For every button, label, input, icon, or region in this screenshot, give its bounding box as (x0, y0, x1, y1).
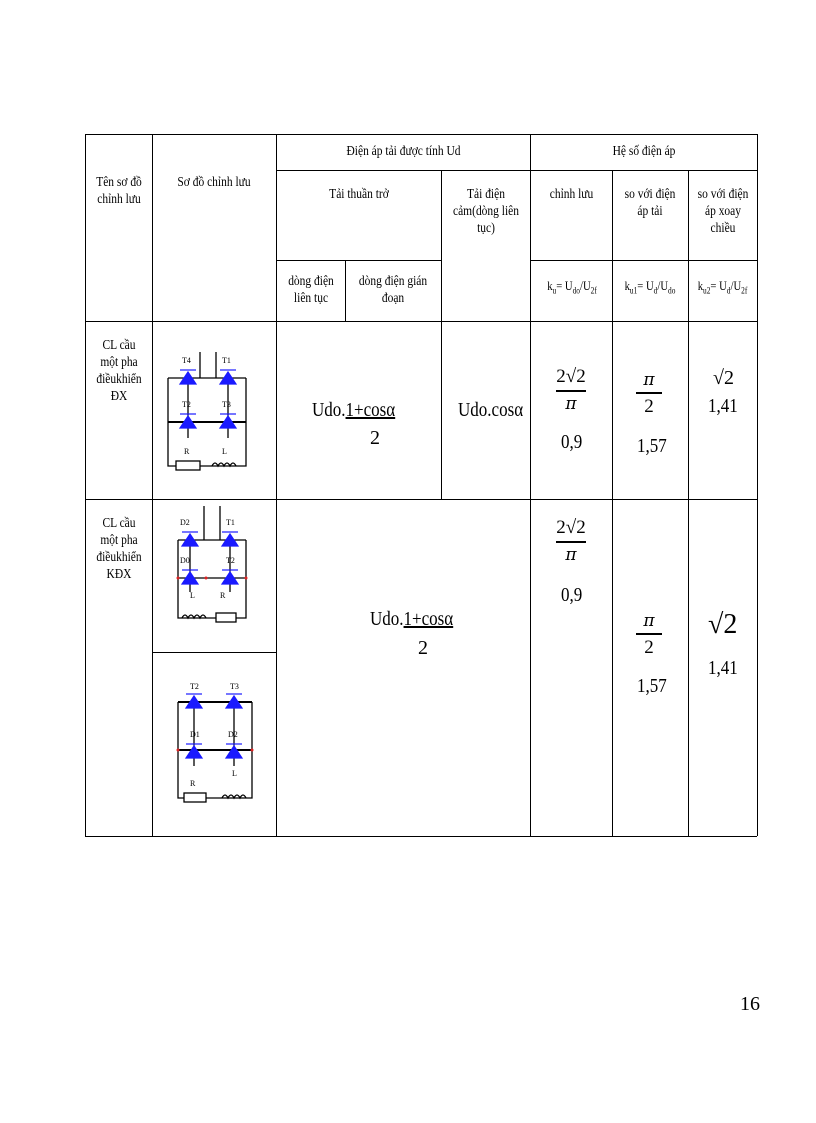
svg-text:T1: T1 (226, 518, 235, 527)
svg-text:R: R (220, 591, 226, 600)
svg-text:D2: D2 (228, 730, 238, 739)
svg-text:T2: T2 (226, 556, 235, 565)
row2-ku-expr: 2√2 π (556, 517, 586, 565)
row1-ku2-expr: √2 (713, 367, 734, 389)
row2-ud-resistive-den: 2 (418, 637, 428, 659)
header-ku: $k_u= U_{do}/U_{2f}$ (547, 278, 597, 296)
svg-text:T4: T4 (182, 356, 191, 365)
header-coeff-group: Hệ số điện áp (612, 144, 676, 159)
row1-ku2-value: 1,41 (708, 395, 738, 417)
row2-circuit-diagram-a (170, 502, 270, 626)
row2-ku1-expr: π 2 (636, 611, 662, 659)
row1-name: CL cầu một pha điềukhiển ĐX (96, 338, 142, 404)
header-continuous: dòng điện liên tục (288, 274, 334, 306)
row2-ku-value: 0,9 (561, 584, 583, 606)
row1-ku-value: 0,9 (561, 431, 583, 453)
row1-circuit-diagram (160, 348, 272, 474)
row1-ku-expr: 2√2 π (556, 366, 586, 414)
row1-ud-resistive-den: 2 (370, 427, 380, 449)
header-ku2: $k_{u2}= U_d/U_{2f}$ (697, 278, 748, 296)
svg-text:T2: T2 (182, 400, 191, 409)
svg-text:T3: T3 (230, 682, 239, 691)
svg-text:D1: D1 (190, 730, 200, 739)
row1-ud-inductive: Udo.cosα (458, 399, 524, 421)
row1-ku1-expr: π 2 (636, 370, 662, 418)
row2-ku1-value: 1,57 (637, 675, 667, 697)
header-rectify: chỉnh lưu (549, 187, 594, 202)
header-ku1: $k_{u1}= U_d/U_{do}$ (624, 278, 676, 296)
row2-name: CL cầu một pha điềukhiển KĐX (96, 516, 142, 582)
svg-text:D0: D0 (180, 556, 190, 565)
header-name: Tên sơ đồ chỉnh lưu (96, 175, 142, 207)
svg-text:L: L (222, 447, 227, 456)
row2-ud-resistive: Udo.1+cosα (370, 608, 454, 630)
header-vs-load: so với điện áp tải (624, 187, 676, 219)
header-discontinuous: dòng điện gián đoạn (358, 274, 428, 306)
header-vs-ac: so với điện áp xoay chiều (697, 187, 749, 236)
header-diagram: Sơ đồ chỉnh lưu (177, 175, 251, 190)
row2-circuit-diagram-b (170, 676, 270, 806)
header-inductive: Tải điện cảm(dòng liên tục) (452, 187, 519, 236)
svg-text:T1: T1 (222, 356, 231, 365)
header-resistive: Tải thuần trở (329, 187, 389, 202)
header-voltage-group: Điện áp tải được tính Ud (346, 144, 461, 159)
svg-text:T2: T2 (190, 682, 199, 691)
row1-ud-resistive: Udo.1+cosα (312, 399, 396, 421)
svg-text:R: R (190, 779, 196, 788)
svg-text:L: L (232, 769, 237, 778)
svg-text:L: L (190, 591, 195, 600)
row2-ku2-expr: √2 (708, 609, 738, 640)
page-number: 16 (740, 993, 760, 1015)
svg-text:D2: D2 (180, 518, 190, 527)
svg-text:R: R (184, 447, 190, 456)
svg-text:T3: T3 (222, 400, 231, 409)
row2-ku2-value: 1,41 (708, 657, 738, 679)
row1-ku1-value: 1,57 (637, 435, 667, 457)
